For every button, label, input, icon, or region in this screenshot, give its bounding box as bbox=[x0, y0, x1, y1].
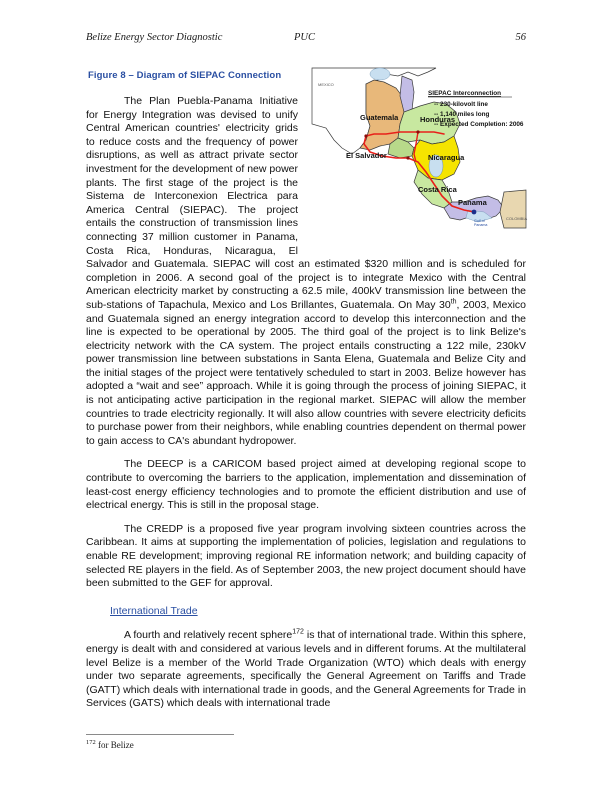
header-organization: PUC bbox=[294, 32, 315, 43]
footnote-text: for Belize bbox=[95, 740, 134, 750]
ordinal-superscript: th bbox=[450, 298, 457, 306]
legend-item-voltage: -- 230-kilovolt line bbox=[434, 101, 488, 108]
header-page-number: 56 bbox=[515, 32, 526, 43]
legend-item-length: -- 1,140 miles long bbox=[434, 111, 490, 118]
map-label-colombia: COLOMBIA bbox=[506, 216, 528, 221]
document-body bbox=[86, 95, 526, 721]
section-heading-international-trade bbox=[86, 605, 526, 619]
paragraph-international-trade bbox=[86, 629, 526, 711]
section-heading-label: International Trade bbox=[110, 604, 198, 617]
figure-text-wrap-spacer bbox=[298, 95, 526, 245]
map-water-north bbox=[370, 68, 390, 80]
paragraph-credp bbox=[86, 523, 526, 591]
map-label-nicaragua: Nicaragua bbox=[428, 153, 465, 162]
footnote-entry bbox=[86, 740, 526, 750]
paragraph-deecp bbox=[86, 458, 526, 512]
footnote-reference-172[interactable]: 172 bbox=[292, 628, 304, 636]
paragraph-4-post: is that of international trade. Within this sphere, energy is dealt with and considered at various levels and in different forums. At the multilateral level Belize is a member of the World Trade Organization (WTO) which deals with energy under two separate agreements, specifically the General Agreement on Tariffs and Trade (GATT) which deals with international trade in goods, and the General Agreements for Trade in Services (GATS) which deals with international trade bbox=[86, 629, 526, 710]
page-header bbox=[86, 32, 526, 46]
header-document-title: Belize Energy Sector Diagnostic bbox=[86, 32, 223, 43]
map-label-gulf-of-panama-2: Panama bbox=[474, 223, 488, 227]
map-label-honduras: Honduras bbox=[420, 115, 456, 124]
legend-title: SIEPAC Interconnection bbox=[428, 90, 502, 97]
paragraph-plan-puebla-panama bbox=[86, 95, 526, 448]
paragraph-3-text: The CREDP is a proposed five year program involving sixteen countries across the Caribbean. It aims at supporting the implementation of policies, legislation and regulations to enable RE development; improving regional RE information network; and building capacity of selected RE players in the field. As of September 2003, the new project document should have been submitted to the GEF for approval. bbox=[86, 522, 526, 590]
paragraph-1-text: The Plan Puebla-Panama Initiative for Energy Integration was devised to unify Central American countries' electricity grids to reduce costs and the frequency of power disruptions, as well as attract private sector investment for the development of new power plants. The first stage of the project is the Sistema de Interconexion Electrica para America Central (SIEPAC). The project entails the construction of transmission lines connecting 37 million customer in Panama, Costa Rica, Honduras, Nicaragua, El Salvador and Guatemala. SIEPAC will cost an estimated $320 million and is scheduled for completion in 2006. A second goal of the project is to integrate Mexico with the Central American electricity market by constructing a 62.5 mile, 400kV transmission line between the sub-stations of Tapachula, Mexico and Los Brillantes, Guatemala. On May 30 bbox=[86, 95, 526, 311]
figure-caption: Figure 8 – Diagram of SIEPAC Connection bbox=[88, 70, 282, 81]
paragraph-1-continued: , 2003, Mexico and Guatemala signed an energy integration accord to develop this interconnection and the line is expected to be operational by 2005. The third goal of the project is to link Belize's electricity network with the CA system. The project entails constructing a 122 mile, 230kV power transmission line between substations in Santa Elena, Guatemala and Belize City and the initial stages of the project were tentatively scheduled to start in 2003. Belize however has adopted a “wait and see” approach. While it is going through the process of joining SIEPAC, it is not anticipating active participation in the regional market. SIEPAC will allow the member countries to trade electricity regionally. It will also allow countries with severe electricity deficits to purchase power from their neighbors, while enabling countries dependent on thermal power to gain access to CA's abundant hydropower. bbox=[86, 298, 527, 447]
map-label-mexico: MEXICO bbox=[318, 82, 334, 87]
map-label-guatemala: Guatemala bbox=[360, 113, 399, 122]
footnote-separator bbox=[86, 734, 234, 735]
map-label-panama: Panama bbox=[458, 198, 487, 207]
map-label-costa-rica: Costa Rica bbox=[418, 185, 457, 194]
legend-item-completion: -- Expected Completion: 2006 bbox=[434, 121, 524, 128]
map-label-el-salvador: El Salvador bbox=[346, 151, 387, 160]
paragraph-2-text: The DEECP is a CARICOM based project aimed at developing regional scope to contribute to overcoming the barriers to the application, implementation and dissemination of least-cost energy efficiency technologies and to promote the efficient distribution and use of electrical energy. This is still in the proposal stage. bbox=[86, 458, 526, 512]
paragraph-4-pre: A fourth and relatively recent sphere bbox=[124, 629, 293, 642]
map-label-gulf-of-panama: Gulf of bbox=[474, 219, 485, 223]
footnote-marker: 172 bbox=[86, 739, 96, 746]
